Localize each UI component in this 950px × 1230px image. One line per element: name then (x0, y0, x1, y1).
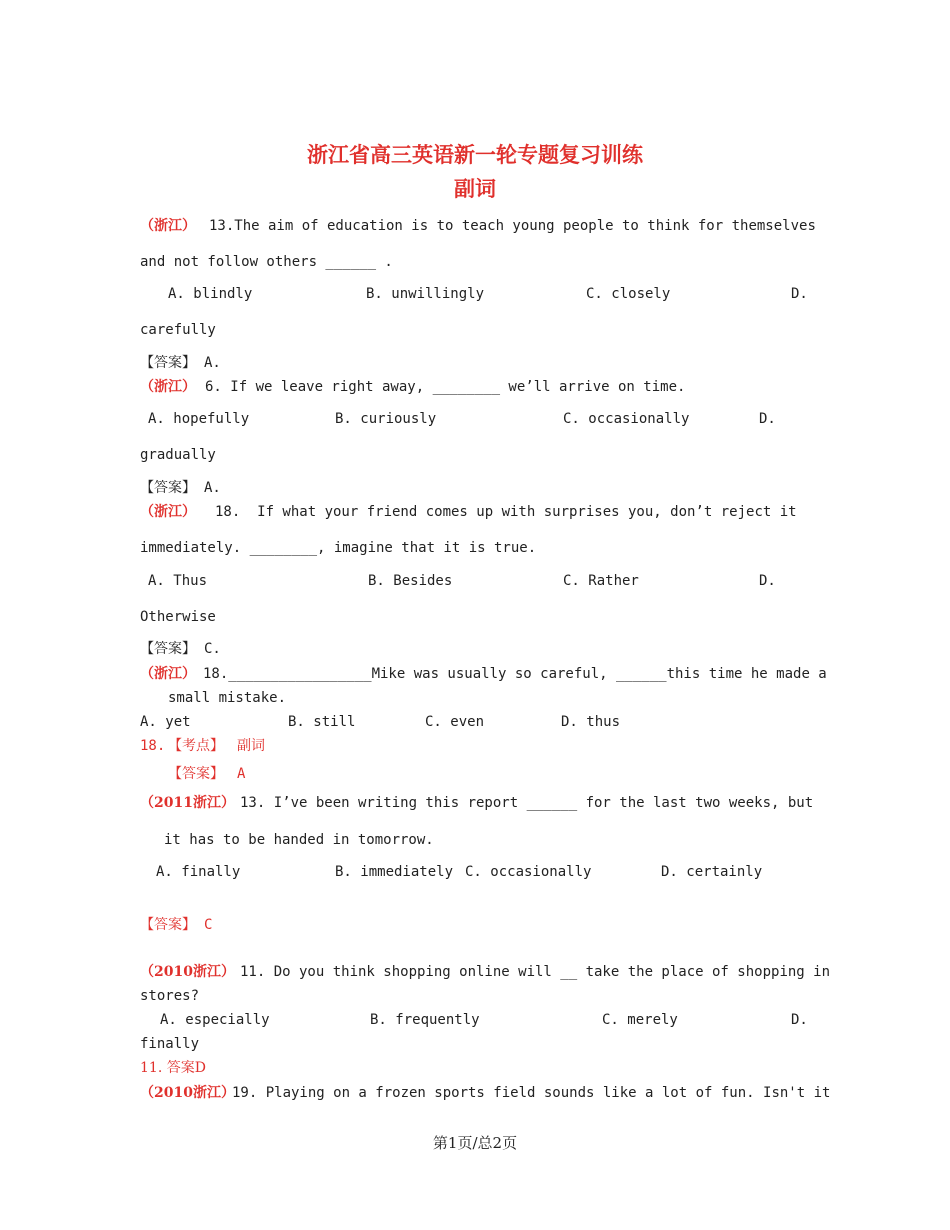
option-b: B. Besides (368, 573, 453, 589)
option-b: B. curiously (335, 411, 437, 427)
option-b: B. unwillingly (366, 286, 485, 302)
question-text: 19. Playing on a frozen sports field sounds like a lot of fun. Isn't it (232, 1085, 831, 1101)
knowledge-point-number: 18. (140, 738, 166, 754)
answer-line: 11. 答案D (140, 1060, 206, 1076)
question-text: 11. Do you think shopping online will __ take the place of shopping in (240, 964, 831, 980)
option-c: C. occasionally (563, 411, 690, 427)
option-b: B. still (288, 714, 356, 730)
option-b: B. immediately (335, 864, 454, 880)
option-d: D. (791, 1012, 808, 1028)
answer-value: A (237, 766, 246, 782)
question-source-tag: （浙江） (140, 218, 196, 234)
option-c: C. closely (586, 286, 671, 302)
option-d: D. (759, 411, 776, 427)
answer-value: C. (204, 641, 221, 657)
question-text: stores? (140, 988, 200, 1004)
question-text: immediately. ________, imagine that it is true. (140, 540, 537, 556)
option-c: C. occasionally (465, 864, 592, 880)
document-subtitle: 副词 (454, 176, 496, 201)
question-text: it has to be handed in tomorrow. (164, 832, 434, 848)
question-source-tag: （浙江） (140, 504, 196, 520)
page-footer: 第1页/总2页 (432, 1134, 518, 1152)
knowledge-point-value: 副词 (237, 738, 265, 754)
answer-label: 【答案】 (140, 355, 196, 371)
option-a: A. especially (160, 1012, 270, 1028)
answer-value: A. (204, 480, 221, 496)
option-a: A. Thus (148, 573, 208, 589)
question-source-tag: （浙江） (140, 666, 196, 682)
question-text: small mistake. (168, 690, 287, 706)
answer-value: A. (204, 355, 221, 371)
question-text: 13. I’ve been writing this report ______ for the last two weeks, but (240, 795, 814, 811)
question-source-tag: （2010浙江） (140, 1085, 235, 1101)
question-text: 18. If what your friend comes up with surprises you, don’t reject it (215, 504, 797, 520)
answer-label: 【答案】 (140, 480, 196, 496)
option-d: D. certainly (661, 864, 763, 880)
option-d-text: Otherwise (140, 609, 216, 625)
option-d-text: gradually (140, 447, 216, 463)
document-title: 浙江省高三英语新一轮专题复习训练 (307, 142, 643, 167)
question-source-tag: （2011浙江） (140, 795, 235, 811)
knowledge-point-label: 【考点】 (168, 738, 224, 754)
option-d-text: carefully (140, 322, 216, 338)
answer-label: 【答案】 (140, 917, 196, 933)
question-source-tag: （2010浙江） (140, 964, 235, 980)
question-source-tag: （浙江） (140, 379, 196, 395)
option-d: D. (791, 286, 808, 302)
question-text: and not follow others ______ . (140, 254, 393, 270)
option-d: D. (759, 573, 776, 589)
option-d-text: finally (140, 1036, 200, 1052)
answer-label: 【答案】 (140, 641, 196, 657)
option-b: B. frequently (370, 1012, 480, 1028)
question-text: 13.The aim of education is to teach young people to think for themselves (209, 218, 816, 234)
option-c: C. even (425, 714, 485, 730)
option-c: C. merely (602, 1012, 678, 1028)
option-a: A. blindly (168, 286, 253, 302)
option-a: A. yet (140, 714, 191, 730)
option-d: D. thus (561, 714, 621, 730)
option-a: A. hopefully (148, 411, 250, 427)
question-text: 6. If we leave right away, ________ we’ll arrive on time. (205, 379, 686, 395)
option-c: C. Rather (563, 573, 639, 589)
question-text: 18._________________Mike was usually so careful, ______this time he made a (203, 666, 827, 682)
option-a: A. finally (156, 864, 241, 880)
answer-label: 【答案】 (168, 766, 224, 782)
answer-value: C (204, 917, 213, 933)
